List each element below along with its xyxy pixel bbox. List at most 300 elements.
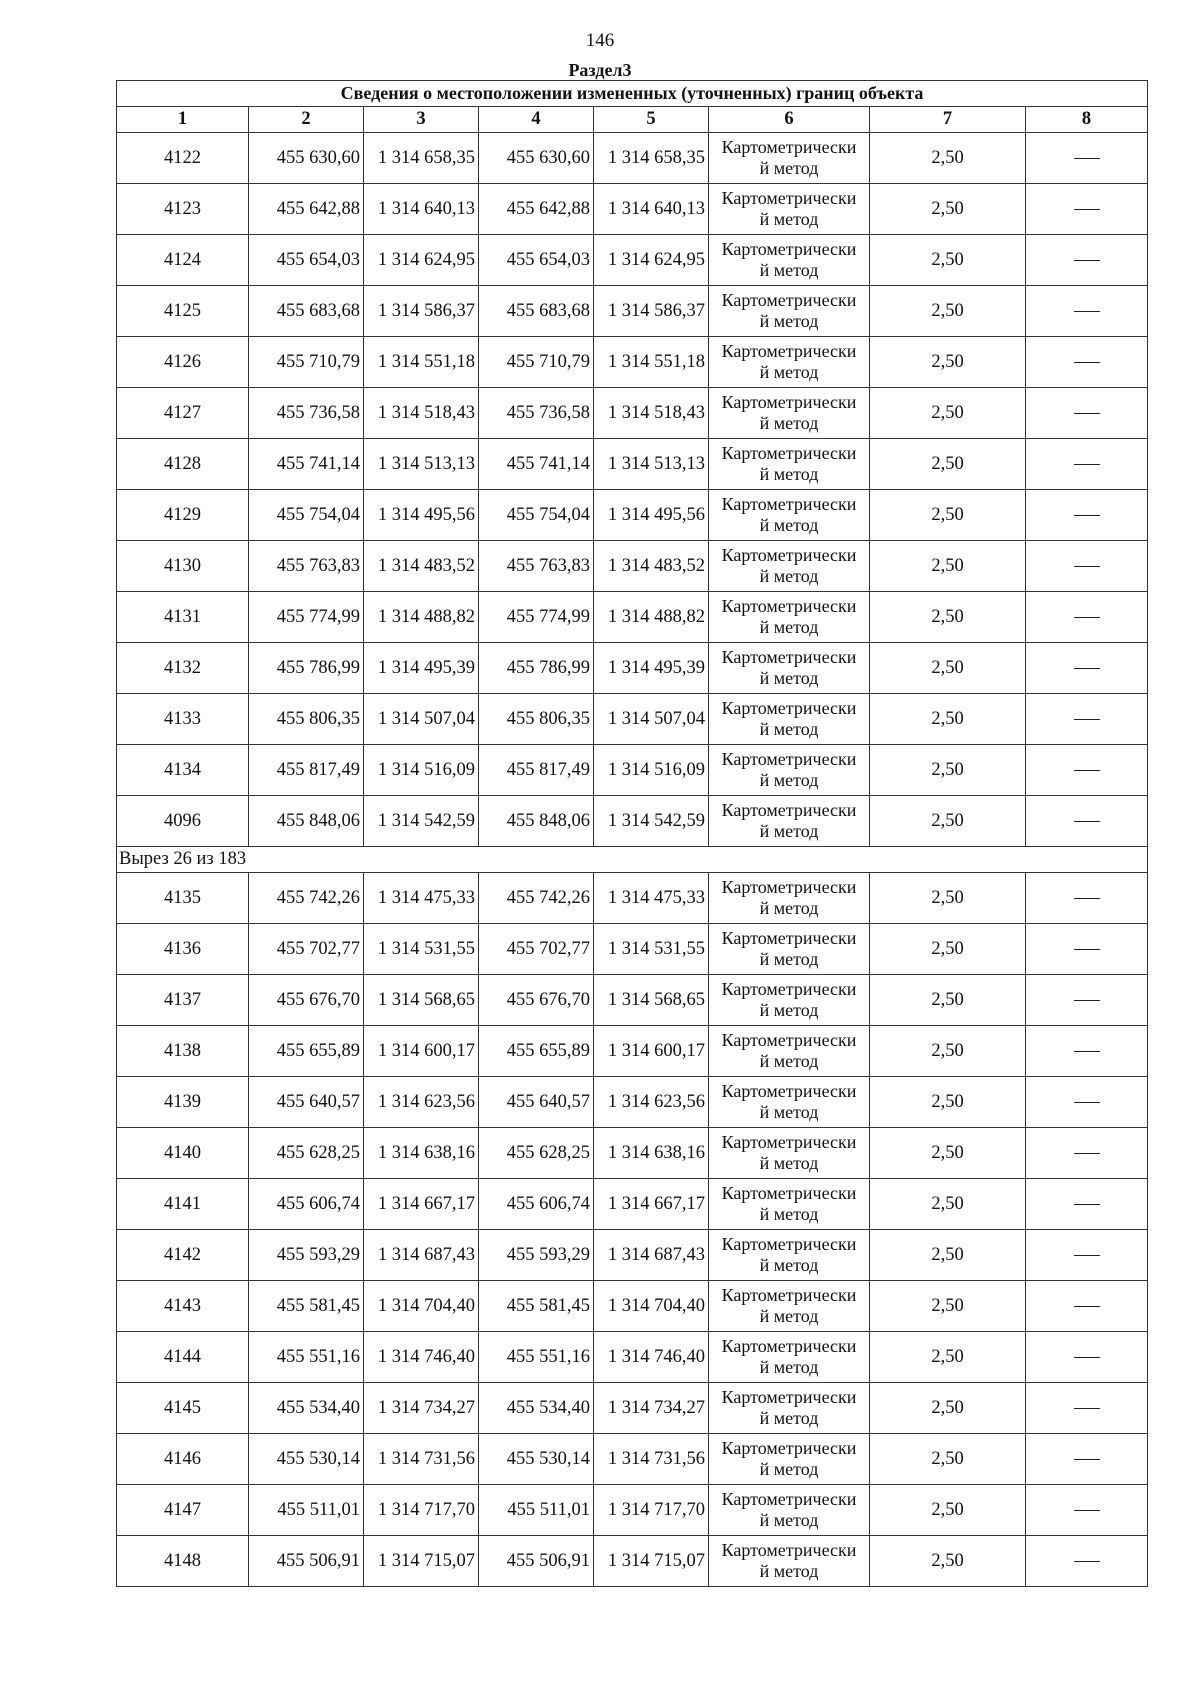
empty-dash: [1074, 1153, 1100, 1154]
new-y-cell: 1 314 516,09: [594, 745, 709, 796]
empty-dash: [1074, 158, 1100, 159]
new-y-cell: 1 314 542,59: [594, 796, 709, 847]
table-row: [117, 1383, 1148, 1434]
method-line: й метод: [759, 209, 819, 229]
method-line: й метод: [759, 260, 819, 280]
cut-row: [117, 847, 1148, 873]
method-cell: [709, 796, 870, 847]
method-line: й метод: [759, 1510, 819, 1530]
description-cell: [1026, 235, 1148, 286]
old-y-cell: 1 314 551,18: [364, 337, 479, 388]
new-y-cell: 1 314 658,35: [594, 133, 709, 184]
method-line: Картометрически: [721, 749, 857, 769]
method-line: Картометрически: [721, 698, 857, 718]
empty-dash: [1074, 311, 1100, 312]
point-id-cell: 4148: [117, 1536, 249, 1587]
method-line: й метод: [759, 1561, 819, 1581]
old-x-cell: 455 754,04: [249, 490, 364, 541]
empty-dash: [1074, 362, 1100, 363]
point-id-cell: 4123: [117, 184, 249, 235]
point-id-cell: 4124: [117, 235, 249, 286]
new-x-cell: 455 683,68: [479, 286, 594, 337]
empty-dash: [1074, 1255, 1100, 1256]
old-x-cell: 455 676,70: [249, 975, 364, 1026]
new-y-cell: 1 314 495,39: [594, 643, 709, 694]
method-cell: [709, 337, 870, 388]
empty-dash: [1074, 617, 1100, 618]
method-cell: [709, 975, 870, 1026]
old-x-cell: 455 741,14: [249, 439, 364, 490]
column-header: 5: [594, 107, 709, 133]
new-y-cell: 1 314 475,33: [594, 873, 709, 924]
new-x-cell: 455 754,04: [479, 490, 594, 541]
description-cell: [1026, 1077, 1148, 1128]
empty-dash: [1074, 260, 1100, 261]
point-id-cell: 4130: [117, 541, 249, 592]
new-y-cell: 1 314 746,40: [594, 1332, 709, 1383]
empty-dash: [1074, 566, 1100, 567]
method-line: Картометрически: [721, 1438, 857, 1458]
new-x-cell: 455 736,58: [479, 388, 594, 439]
point-id-cell: 4140: [117, 1128, 249, 1179]
page-number: 146: [585, 30, 615, 51]
description-cell: [1026, 796, 1148, 847]
description-cell: [1026, 924, 1148, 975]
description-cell: [1026, 1281, 1148, 1332]
point-id-cell: 4122: [117, 133, 249, 184]
description-cell: [1026, 541, 1148, 592]
new-y-cell: 1 314 715,07: [594, 1536, 709, 1587]
precision-cell: 2,50: [870, 1077, 1026, 1128]
method-cell: [709, 873, 870, 924]
table-row: [117, 439, 1148, 490]
new-x-cell: 455 642,88: [479, 184, 594, 235]
old-y-cell: 1 314 495,39: [364, 643, 479, 694]
new-y-cell: 1 314 687,43: [594, 1230, 709, 1281]
old-y-cell: 1 314 715,07: [364, 1536, 479, 1587]
method-line: Картометрически: [721, 392, 857, 412]
method-line: Картометрически: [721, 494, 857, 514]
new-x-cell: 455 806,35: [479, 694, 594, 745]
old-x-cell: 455 702,77: [249, 924, 364, 975]
method-line: й метод: [759, 770, 819, 790]
point-id-cell: 4132: [117, 643, 249, 694]
new-x-cell: 455 530,14: [479, 1434, 594, 1485]
point-id-cell: 4147: [117, 1485, 249, 1536]
description-cell: [1026, 1179, 1148, 1230]
column-header: 2: [249, 107, 364, 133]
precision-cell: 2,50: [870, 286, 1026, 337]
method-cell: [709, 745, 870, 796]
empty-dash: [1074, 1561, 1100, 1562]
old-x-cell: 455 530,14: [249, 1434, 364, 1485]
table-row: [117, 1332, 1148, 1383]
old-x-cell: 455 786,99: [249, 643, 364, 694]
new-y-cell: 1 314 513,13: [594, 439, 709, 490]
empty-dash: [1074, 1204, 1100, 1205]
precision-cell: 2,50: [870, 1281, 1026, 1332]
empty-dash: [1074, 413, 1100, 414]
method-cell: [709, 1128, 870, 1179]
old-y-cell: 1 314 600,17: [364, 1026, 479, 1077]
new-y-cell: 1 314 483,52: [594, 541, 709, 592]
new-x-cell: 455 654,03: [479, 235, 594, 286]
new-x-cell: 455 774,99: [479, 592, 594, 643]
table-row: [117, 975, 1148, 1026]
precision-cell: 2,50: [870, 490, 1026, 541]
method-cell: [709, 1332, 870, 1383]
new-y-cell: 1 314 600,17: [594, 1026, 709, 1077]
description-cell: [1026, 1026, 1148, 1077]
description-cell: [1026, 388, 1148, 439]
method-line: Картометрически: [721, 341, 857, 361]
old-y-cell: 1 314 586,37: [364, 286, 479, 337]
table-row: [117, 388, 1148, 439]
method-line: й метод: [759, 1102, 819, 1122]
new-x-cell: 455 763,83: [479, 541, 594, 592]
old-x-cell: 455 763,83: [249, 541, 364, 592]
new-y-cell: 1 314 717,70: [594, 1485, 709, 1536]
method-line: Картометрически: [721, 1234, 857, 1254]
method-cell: [709, 1536, 870, 1587]
method-line: Картометрически: [721, 188, 857, 208]
empty-dash: [1074, 821, 1100, 822]
description-cell: [1026, 1230, 1148, 1281]
new-x-cell: 455 655,89: [479, 1026, 594, 1077]
method-line: й метод: [759, 1000, 819, 1020]
empty-dash: [1074, 1408, 1100, 1409]
method-line: й метод: [759, 1357, 819, 1377]
description-cell: [1026, 975, 1148, 1026]
description-cell: [1026, 873, 1148, 924]
precision-cell: 2,50: [870, 184, 1026, 235]
precision-cell: 2,50: [870, 796, 1026, 847]
empty-dash: [1074, 1000, 1100, 1001]
new-x-cell: 455 628,25: [479, 1128, 594, 1179]
table-row: [117, 1026, 1148, 1077]
old-x-cell: 455 742,26: [249, 873, 364, 924]
table-row: [117, 337, 1148, 388]
method-line: Картометрически: [721, 443, 857, 463]
table-row: [117, 1434, 1148, 1485]
old-x-cell: 455 628,25: [249, 1128, 364, 1179]
new-y-cell: 1 314 507,04: [594, 694, 709, 745]
table-row: [117, 1179, 1148, 1230]
table-row: [117, 184, 1148, 235]
old-x-cell: 455 774,99: [249, 592, 364, 643]
method-cell: [709, 924, 870, 975]
precision-cell: 2,50: [870, 643, 1026, 694]
method-line: Картометрически: [721, 800, 857, 820]
method-line: й метод: [759, 821, 819, 841]
table-row: [117, 235, 1148, 286]
new-x-cell: 455 606,74: [479, 1179, 594, 1230]
method-line: й метод: [759, 413, 819, 433]
old-y-cell: 1 314 531,55: [364, 924, 479, 975]
description-cell: [1026, 643, 1148, 694]
method-line: Картометрически: [721, 1387, 857, 1407]
old-x-cell: 455 593,29: [249, 1230, 364, 1281]
method-line: й метод: [759, 1408, 819, 1428]
table-row: [117, 592, 1148, 643]
description-cell: [1026, 1536, 1148, 1587]
old-x-cell: 455 848,06: [249, 796, 364, 847]
old-y-cell: 1 314 640,13: [364, 184, 479, 235]
old-y-cell: 1 314 624,95: [364, 235, 479, 286]
precision-cell: 2,50: [870, 1434, 1026, 1485]
table-row: [117, 924, 1148, 975]
method-line: й метод: [759, 1255, 819, 1275]
table-row: [117, 1281, 1148, 1332]
table-row: [117, 643, 1148, 694]
table-row: [117, 490, 1148, 541]
method-line: й метод: [759, 1153, 819, 1173]
description-cell: [1026, 337, 1148, 388]
description-cell: [1026, 1434, 1148, 1485]
point-id-cell: 4141: [117, 1179, 249, 1230]
method-cell: [709, 643, 870, 694]
method-cell: [709, 184, 870, 235]
point-id-cell: 4126: [117, 337, 249, 388]
old-x-cell: 455 551,16: [249, 1332, 364, 1383]
old-x-cell: 455 710,79: [249, 337, 364, 388]
old-x-cell: 455 655,89: [249, 1026, 364, 1077]
new-y-cell: 1 314 531,55: [594, 924, 709, 975]
old-y-cell: 1 314 717,70: [364, 1485, 479, 1536]
precision-cell: 2,50: [870, 1179, 1026, 1230]
empty-dash: [1074, 464, 1100, 465]
empty-dash: [1074, 898, 1100, 899]
old-y-cell: 1 314 513,13: [364, 439, 479, 490]
precision-cell: 2,50: [870, 975, 1026, 1026]
description-cell: [1026, 745, 1148, 796]
old-x-cell: 455 581,45: [249, 1281, 364, 1332]
method-cell: [709, 1179, 870, 1230]
method-cell: [709, 439, 870, 490]
method-cell: [709, 1077, 870, 1128]
point-id-cell: 4127: [117, 388, 249, 439]
point-id-cell: 4146: [117, 1434, 249, 1485]
old-y-cell: 1 314 734,27: [364, 1383, 479, 1434]
new-y-cell: 1 314 638,16: [594, 1128, 709, 1179]
new-x-cell: 455 702,77: [479, 924, 594, 975]
empty-dash: [1074, 770, 1100, 771]
old-y-cell: 1 314 518,43: [364, 388, 479, 439]
precision-cell: 2,50: [870, 1383, 1026, 1434]
description-cell: [1026, 592, 1148, 643]
table-row: [117, 1536, 1148, 1587]
new-y-cell: 1 314 640,13: [594, 184, 709, 235]
old-x-cell: 455 817,49: [249, 745, 364, 796]
point-id-cell: 4125: [117, 286, 249, 337]
new-x-cell: 455 630,60: [479, 133, 594, 184]
empty-dash: [1074, 1102, 1100, 1103]
new-x-cell: 455 676,70: [479, 975, 594, 1026]
old-x-cell: 455 640,57: [249, 1077, 364, 1128]
method-cell: [709, 1026, 870, 1077]
method-cell: [709, 490, 870, 541]
old-x-cell: 455 736,58: [249, 388, 364, 439]
table-row: [117, 1230, 1148, 1281]
old-x-cell: 455 806,35: [249, 694, 364, 745]
old-y-cell: 1 314 495,56: [364, 490, 479, 541]
new-y-cell: 1 314 704,40: [594, 1281, 709, 1332]
method-line: й метод: [759, 1306, 819, 1326]
method-line: й метод: [759, 719, 819, 739]
method-cell: [709, 133, 870, 184]
method-cell: [709, 541, 870, 592]
description-cell: [1026, 1128, 1148, 1179]
method-cell: [709, 1434, 870, 1485]
point-id-cell: 4135: [117, 873, 249, 924]
new-x-cell: 455 551,16: [479, 1332, 594, 1383]
method-line: й метод: [759, 898, 819, 918]
point-id-cell: 4143: [117, 1281, 249, 1332]
old-x-cell: 455 642,88: [249, 184, 364, 235]
description-cell: [1026, 184, 1148, 235]
precision-cell: 2,50: [870, 235, 1026, 286]
description-cell: [1026, 694, 1148, 745]
new-y-cell: 1 314 495,56: [594, 490, 709, 541]
new-y-cell: 1 314 734,27: [594, 1383, 709, 1434]
method-cell: [709, 1230, 870, 1281]
old-x-cell: 455 511,01: [249, 1485, 364, 1536]
precision-cell: 2,50: [870, 873, 1026, 924]
empty-dash: [1074, 719, 1100, 720]
old-y-cell: 1 314 658,35: [364, 133, 479, 184]
precision-cell: 2,50: [870, 924, 1026, 975]
method-cell: [709, 388, 870, 439]
boundary-table: [116, 80, 1148, 1587]
old-y-cell: 1 314 623,56: [364, 1077, 479, 1128]
column-header: 8: [1026, 107, 1148, 133]
method-cell: [709, 1281, 870, 1332]
empty-dash: [1074, 515, 1100, 516]
table-row: [117, 1485, 1148, 1536]
method-line: Картометрически: [721, 1336, 857, 1356]
new-x-cell: 455 506,91: [479, 1536, 594, 1587]
method-cell: [709, 694, 870, 745]
method-line: Картометрически: [721, 137, 857, 157]
empty-dash: [1074, 1459, 1100, 1460]
precision-cell: 2,50: [870, 388, 1026, 439]
new-x-cell: 455 511,01: [479, 1485, 594, 1536]
old-y-cell: 1 314 687,43: [364, 1230, 479, 1281]
column-header: 6: [709, 107, 870, 133]
old-y-cell: 1 314 475,33: [364, 873, 479, 924]
new-y-cell: 1 314 623,56: [594, 1077, 709, 1128]
old-y-cell: 1 314 568,65: [364, 975, 479, 1026]
method-line: й метод: [759, 1051, 819, 1071]
method-line: й метод: [759, 1459, 819, 1479]
method-line: Картометрически: [721, 1132, 857, 1152]
new-x-cell: 455 710,79: [479, 337, 594, 388]
point-id-cell: 4129: [117, 490, 249, 541]
new-x-cell: 455 640,57: [479, 1077, 594, 1128]
old-x-cell: 455 606,74: [249, 1179, 364, 1230]
old-y-cell: 1 314 667,17: [364, 1179, 479, 1230]
old-x-cell: 455 683,68: [249, 286, 364, 337]
description-cell: [1026, 439, 1148, 490]
old-y-cell: 1 314 704,40: [364, 1281, 479, 1332]
method-cell: [709, 1485, 870, 1536]
method-line: Картометрически: [721, 1183, 857, 1203]
old-y-cell: 1 314 488,82: [364, 592, 479, 643]
new-x-cell: 455 593,29: [479, 1230, 594, 1281]
method-line: й метод: [759, 566, 819, 586]
description-cell: [1026, 286, 1148, 337]
point-id-cell: 4133: [117, 694, 249, 745]
method-line: й метод: [759, 1204, 819, 1224]
new-x-cell: 455 741,14: [479, 439, 594, 490]
table-row: [117, 541, 1148, 592]
method-line: й метод: [759, 515, 819, 535]
description-cell: [1026, 490, 1148, 541]
precision-cell: 2,50: [870, 1485, 1026, 1536]
table-row: [117, 796, 1148, 847]
old-y-cell: 1 314 542,59: [364, 796, 479, 847]
point-id-cell: 4128: [117, 439, 249, 490]
cut-label: Вырез 26 из 183: [117, 847, 1148, 873]
new-y-cell: 1 314 551,18: [594, 337, 709, 388]
new-x-cell: 455 786,99: [479, 643, 594, 694]
old-y-cell: 1 314 746,40: [364, 1332, 479, 1383]
empty-dash: [1074, 668, 1100, 669]
new-y-cell: 1 314 624,95: [594, 235, 709, 286]
table-row: [117, 694, 1148, 745]
method-line: Картометрически: [721, 1030, 857, 1050]
point-id-cell: 4142: [117, 1230, 249, 1281]
column-header: 1: [117, 107, 249, 133]
new-x-cell: 455 534,40: [479, 1383, 594, 1434]
method-line: й метод: [759, 311, 819, 331]
table-row: [117, 1128, 1148, 1179]
method-line: Картометрически: [721, 545, 857, 565]
new-x-cell: 455 817,49: [479, 745, 594, 796]
old-y-cell: 1 314 507,04: [364, 694, 479, 745]
old-x-cell: 455 654,03: [249, 235, 364, 286]
new-y-cell: 1 314 667,17: [594, 1179, 709, 1230]
old-y-cell: 1 314 483,52: [364, 541, 479, 592]
description-cell: [1026, 1485, 1148, 1536]
method-line: Картометрически: [721, 596, 857, 616]
description-cell: [1026, 133, 1148, 184]
empty-dash: [1074, 209, 1100, 210]
precision-cell: 2,50: [870, 1536, 1026, 1587]
method-line: й метод: [759, 668, 819, 688]
point-id-cell: 4134: [117, 745, 249, 796]
point-id-cell: 4138: [117, 1026, 249, 1077]
precision-cell: 2,50: [870, 1128, 1026, 1179]
point-id-cell: 4145: [117, 1383, 249, 1434]
column-header: 7: [870, 107, 1026, 133]
method-line: й метод: [759, 617, 819, 637]
old-x-cell: 455 506,91: [249, 1536, 364, 1587]
empty-dash: [1074, 1306, 1100, 1307]
precision-cell: 2,50: [870, 133, 1026, 184]
old-x-cell: 455 630,60: [249, 133, 364, 184]
new-x-cell: 455 581,45: [479, 1281, 594, 1332]
point-id-cell: 4131: [117, 592, 249, 643]
method-line: й метод: [759, 949, 819, 969]
new-x-cell: 455 848,06: [479, 796, 594, 847]
method-line: Картометрически: [721, 1489, 857, 1509]
table-row: [117, 745, 1148, 796]
method-line: Картометрически: [721, 1081, 857, 1101]
precision-cell: 2,50: [870, 541, 1026, 592]
table-row: [117, 133, 1148, 184]
empty-dash: [1074, 949, 1100, 950]
